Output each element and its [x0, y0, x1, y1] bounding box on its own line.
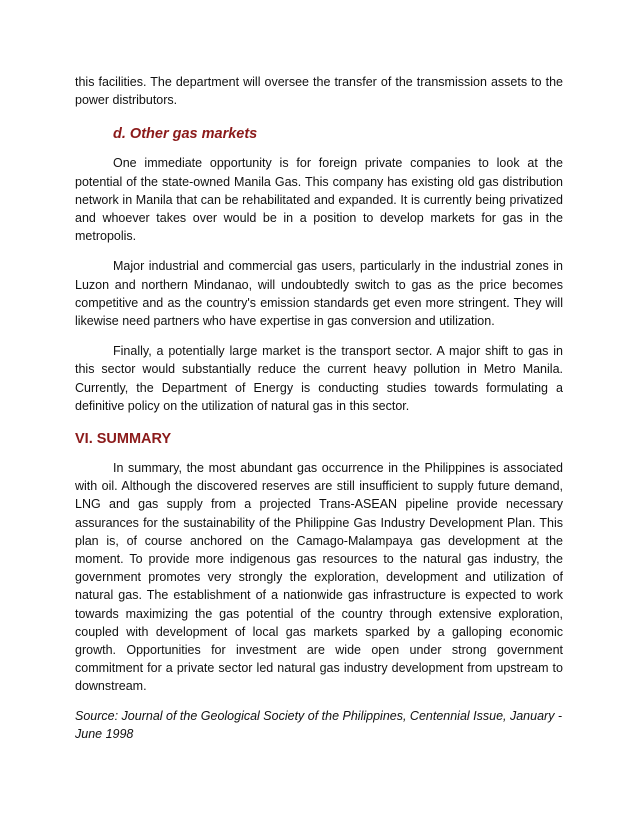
- paragraph-transport-sector: Finally, a potentially large market is the transport sector. A major shift to gas in this sector would substantially reduce the current heavy pollution in Metro Manila. Currently, the Department of Energy is conducting studies towards formulating a definitive policy on the utilization of natural gas in this sector.: [75, 344, 563, 413]
- paragraph-industrial-users: Major industrial and commercial gas users, particularly in the industrial zones in Luzon and northern Mindanao, will undoubtedly switch to gas as the price becomes competitive and as the country's emission standards get even more stringent. They will likewise need partners who have expertise in gas conversion and utilization.: [75, 259, 563, 329]
- document-page: [75, 73, 563, 743]
- heading-other-gas-markets: d. Other gas markets: [113, 126, 258, 143]
- paragraph-summary: In summary, the most abundant gas occurrence in the Philippines is associated with oil. Although the discovered reserves are still insufficient to supply future demand, LNG and gas supply from a projected Trans-ASEAN pipeline provide necessary assurances for the sustainability of the Philippine Gas Industry Development Plan. This plan is, of course anchored on the Camago-Malampaya gas development at the moment. To provide more indigenous gas resources to the natural gas industry, the government promotes very strongly the exploration, development and utilization of natural gas. The establishment of a nationwide gas infrastructure is expected to work towards maximizing the gas potential of the country through extensive exploration, coupled with development of local gas markets sparked by a galloping economic growth. Opportunities for investment are wide open under strong government commitment for a private sector led natural gas industry development from upstream to downstream.: [75, 461, 563, 694]
- heading-summary: VI. SUMMARY: [75, 431, 172, 448]
- paragraph-manila-gas: One immediate opportunity is for foreign private companies to look at the potential of the state-owned Manila Gas. This company has existing old gas distribution network in Manila that can be rehabilitated and expanded. It is currently being privatized and whoever takes over would be in a position to develop markets for gas in the metropolis.: [75, 156, 563, 244]
- continuation-paragraph: this facilities. The department will oversee the transfer of the transmission assets to the power distributors.: [75, 75, 563, 108]
- source-citation: Source: Journal of the Geological Society of the Philippines, Centennial Issue, January - June 1998: [75, 708, 563, 741]
